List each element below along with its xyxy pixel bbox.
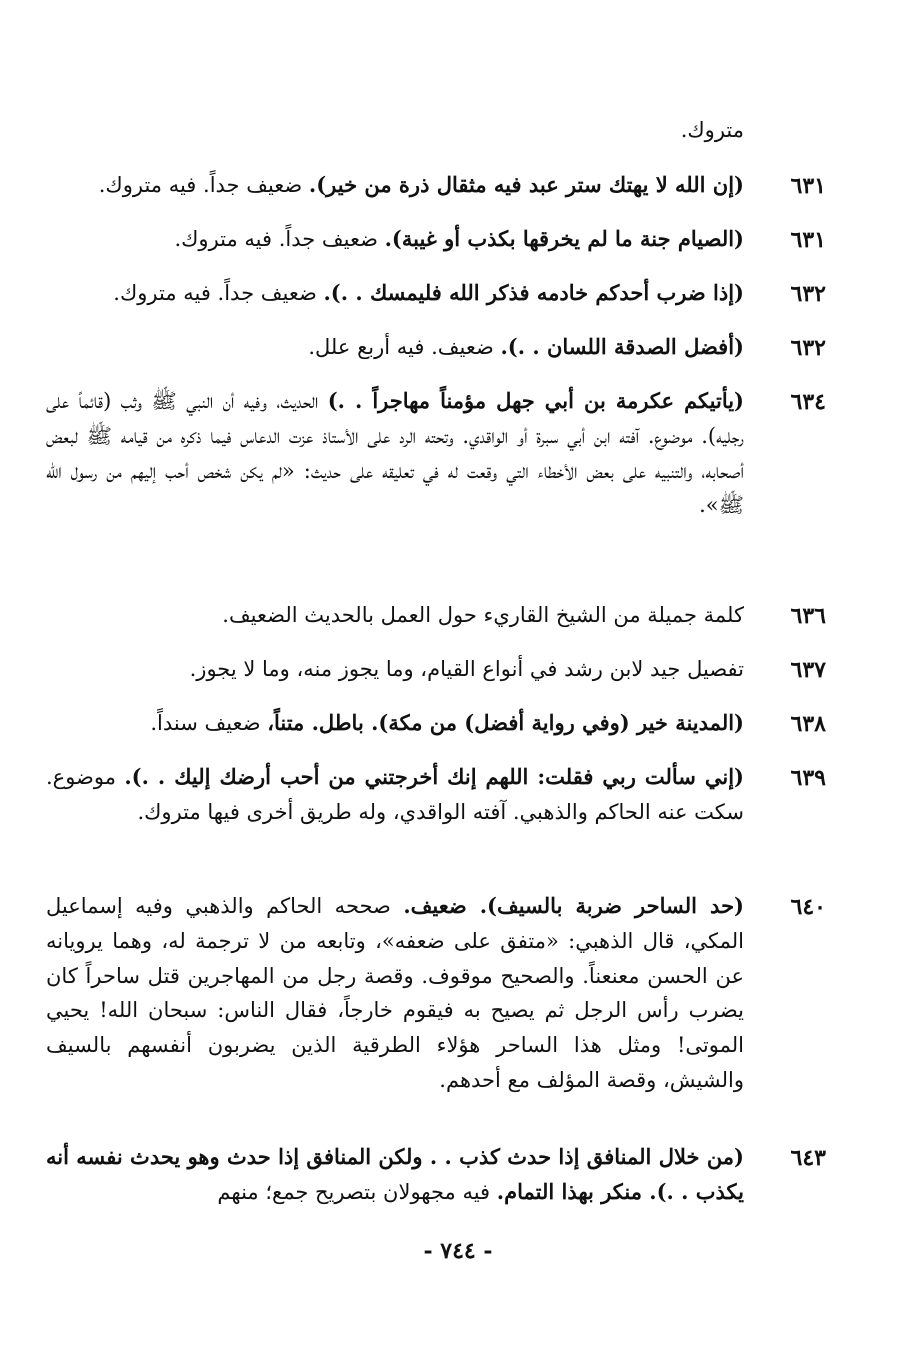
entry-638 xyxy=(46,706,826,741)
entry-grading: موضوع. سكت عنه الحاكم والذهبي. آفته الواقدي، وله طريق أخرى فيها متروك. xyxy=(46,765,744,824)
entry-text xyxy=(46,384,744,523)
hadith-quote: (إني سألت ربي فقلت: اللهم إنك أخرجتني من أحب أرضك إليك . .). xyxy=(124,764,744,789)
entry-number: ٦٣٦ xyxy=(790,603,826,629)
entry-634 xyxy=(46,384,826,523)
entry-grading: تفصيل جيد لابن رشد في أنواع القيام، وما يجوز منه، وما لا يجوز. xyxy=(189,657,744,681)
entry-text xyxy=(46,276,744,311)
entry-number: ٦٣٩ xyxy=(790,765,826,791)
entry-631a xyxy=(46,168,826,203)
continuation-text: متروك. xyxy=(680,118,744,142)
entry-grading: ضعيف. فيه أربع علل. xyxy=(308,335,501,359)
entry-631b xyxy=(46,222,826,257)
entry-number: ٦٣٧ xyxy=(790,657,826,683)
entry-number: ٦٤٣ xyxy=(790,1145,826,1171)
hadith-quote: (المدينة خير (وفي رواية أفضل) من مكة). باطل. متناً، xyxy=(267,710,744,735)
entry-text xyxy=(46,222,744,257)
entry-grading: ضعيف جداً. فيه متروك. xyxy=(174,227,385,251)
entry-640 xyxy=(46,889,826,1098)
entry-grading: ضعيف جداً. فيه متروك. xyxy=(113,281,324,305)
hadith-quote: (يأتيكم عكرمة بن أبي جهل مؤمناً مهاجراً . .) xyxy=(327,388,744,413)
entry-grading: ضعيف جداً. فيه متروك. xyxy=(98,173,309,197)
entry-grading: كلمة جميلة من الشيخ القاريء حول العمل بالحديث الضعيف. xyxy=(222,603,744,627)
entry-632b xyxy=(46,330,826,365)
entry-636 xyxy=(46,598,826,633)
entry-text xyxy=(46,706,744,741)
hadith-quote: (من خلال المنافق إذا حدث كذب . . ولكن المنافق إذا حدث وهو يحدث نفسه أنه يكذب . .). منكر بهذا التمام. xyxy=(46,1144,744,1204)
entry-grading: ضعيف سنداً. xyxy=(150,711,268,735)
entry-number: ٦٣٤ xyxy=(790,389,826,415)
entry-text xyxy=(46,168,744,203)
entry-text xyxy=(46,760,744,830)
hadith-quote: (حد الساحر ضربة بالسيف). ضعيف. xyxy=(403,893,744,918)
entry-text xyxy=(46,889,744,1098)
entry-632a xyxy=(46,276,826,311)
entry-number: ٦٣٢ xyxy=(790,281,826,307)
entry-number: ٦٣٨ xyxy=(790,711,826,737)
hadith-quote: (إن الله لا يهتك ستر عبد فيه مثقال ذرة من خير). xyxy=(308,172,744,197)
entry-text xyxy=(46,330,744,365)
entry-number: ٦٣١ xyxy=(790,173,826,199)
entry-text xyxy=(46,598,744,633)
entry-number: ٦٣٢ xyxy=(790,335,826,361)
entry-637 xyxy=(46,652,826,687)
entry-grading: صححه الحاكم والذهبي وفيه إسماعيل المكي، قال الذهبي: «متفق على ضعفه»، وتابعه من لا ترجمة له، وهما يرويانه عن الحسن معنعناً. والصحيح موقوف. وقصة رجل من المهاجرين قتل ساحراً كان يضرب رأس الرجل ثم يصيح به فيقوم خارجاً، فقال الناس: سبحان الله! يحيي الموتى! ومثل هذا الساحر هؤلاء الطرقية الذين يضربون أنفسهم بالسيف والشيش، وقصة المؤلف مع أحدهم. xyxy=(46,894,744,1092)
page-number: - ٧٤٤ - xyxy=(423,1238,493,1264)
entry-number: ٦٣١ xyxy=(790,227,826,253)
hadith-quote: (إذا ضرب أحدكم خادمه فذكر الله فليمسك . .). xyxy=(323,280,744,305)
entry-number: ٦٤٠ xyxy=(790,894,826,920)
entry-grading: فيه مجهولان بتصريح جمع؛ منهم xyxy=(217,1179,497,1204)
entry-643 xyxy=(46,1140,826,1210)
entry-text xyxy=(46,652,744,687)
hadith-quote: (الصيام جنة ما لم يخرقها بكذب أو غيبة). xyxy=(384,226,744,251)
entry-text xyxy=(46,1140,744,1210)
entry-grading: الحديث، وفيه أن النبي ﷺ وثب (قائماً على رجليه). موضوع. آفته ابن أبي سبرة أو الواقدي. وتحته الرد على الأستاذ عزت الدعاس فيما ذكره من قيامه ﷺ لبعض أصحابه، والتنبيه على بعض الأخطاء التي وقعت له في تعليقه على حديث: «لم يكن شخص أحب إليهم من رسول الله ﷺ». xyxy=(46,389,744,518)
hadith-quote: (أفضل الصدقة اللسان . .). xyxy=(500,334,744,359)
entry-639 xyxy=(46,760,826,830)
